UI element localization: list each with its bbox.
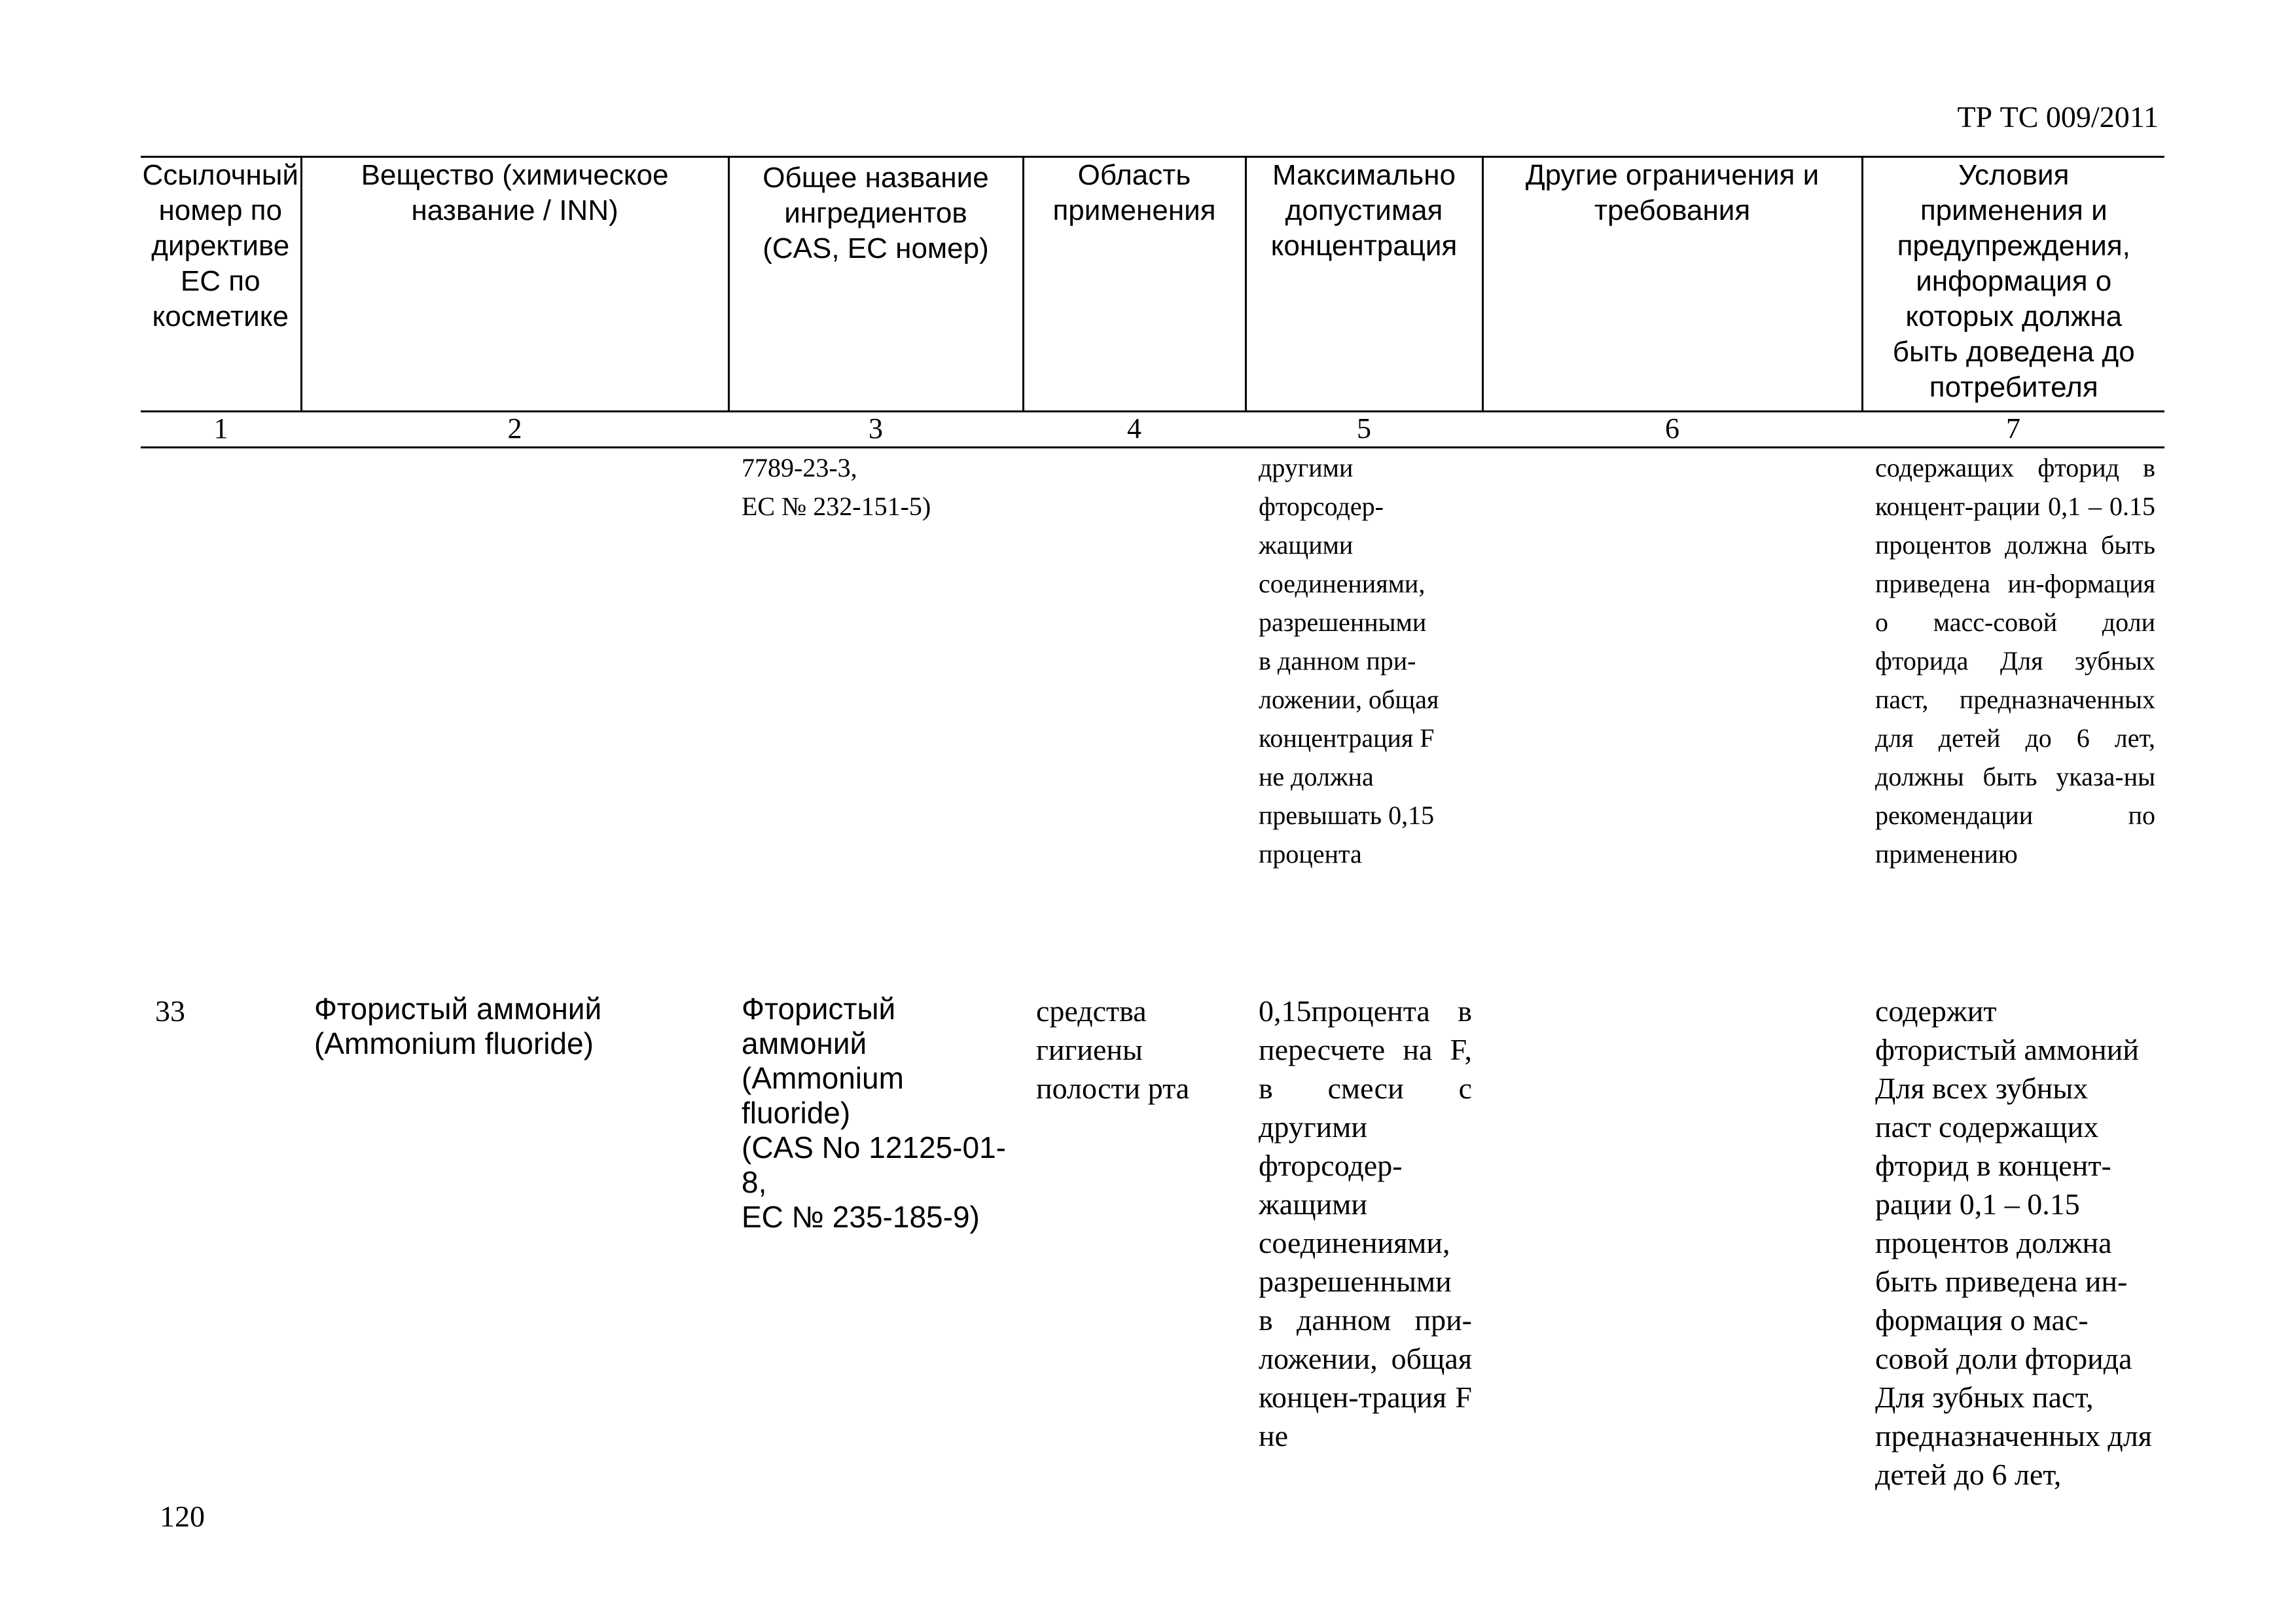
cell-substance: Фтористый аммоний (Ammonium fluoride) xyxy=(314,992,602,1060)
column-number-row xyxy=(141,412,2164,448)
column-header-conditions-warnings: Условия применения и предупреждения, информация о которых должна быть доведена до потребителя xyxy=(1862,157,2164,412)
cell-max-concentration: 0,15процента в пересчете на F, в смеси с другими фторсодер-жащими соединениями, разрешенными в данном при-ложении, общая концен-трация F не xyxy=(1259,994,1472,1453)
table-row xyxy=(141,992,2164,1494)
column-number: 6 xyxy=(1482,412,1862,448)
page-number: 120 xyxy=(160,1500,205,1533)
column-number: 5 xyxy=(1246,412,1482,448)
cell-application-area: средства гигиены полости рта xyxy=(1036,994,1190,1105)
cell-conditions-warnings: содержащих фторид в концент-рации 0,1 – 0.15 процентов должна быть приведена ин-формация о масс-совой доли фторида Для зубных паст, предназначенных для детей до 6 лет, должны быть указа-ны рекомендации по применению xyxy=(1875,453,2155,869)
cell-other-restrictions xyxy=(1482,448,1862,992)
cell-application-area xyxy=(1023,448,1246,992)
cell-conditions-warnings: содержит фтористый аммоний Для всех зубных паст содержащих фторид в концент- рации 0,1 – 0.15 процентов должна быть приведена ин- формация о мас- совой доли фторида Для зубных паст, предназначенных для детей до 6 лет, xyxy=(1875,994,2152,1491)
cell-other-restrictions xyxy=(1482,992,1862,1494)
column-header-ref-number: Ссылочный номер по директиве ЕС по косметике xyxy=(141,157,301,412)
column-header-substance: Вещество (химическое название / INN) xyxy=(301,157,728,412)
column-number: 3 xyxy=(728,412,1023,448)
column-header-application-area: Область применения xyxy=(1023,157,1246,412)
table-header-row xyxy=(141,157,2164,412)
column-number: 2 xyxy=(301,412,728,448)
cell-ref-number: 33 xyxy=(155,994,185,1028)
cell-substance xyxy=(301,448,728,992)
column-number: 1 xyxy=(141,412,301,448)
cell-ingredient-name: Фтористый аммоний (Ammonium fluoride) (CAS No 12125-01- 8, ЕС № 235-185-9) xyxy=(742,992,1006,1234)
column-header-max-concentration: Максимально допустимая концентрация xyxy=(1246,157,1482,412)
column-number: 4 xyxy=(1023,412,1246,448)
regulation-table xyxy=(141,156,2164,1494)
cell-max-concentration: другими фторсодер- жащими соединениями, разрешенными в данном при- ложении, общая концентрация F не должна превышать 0,15 процента xyxy=(1259,453,1439,869)
cell-ingredient-name: 7789-23-3, ЕС № 232-151-5) xyxy=(742,453,931,521)
column-header-other-restrictions: Другие ограничения и требования xyxy=(1482,157,1862,412)
cell-ref-number xyxy=(141,448,301,992)
table-row xyxy=(141,448,2164,992)
document-code: ТР ТС 009/2011 xyxy=(1957,100,2159,134)
column-number: 7 xyxy=(1862,412,2164,448)
column-header-ingredient-name: Общее название ингредиентов (CAS, ЕС номер) xyxy=(728,157,1023,412)
